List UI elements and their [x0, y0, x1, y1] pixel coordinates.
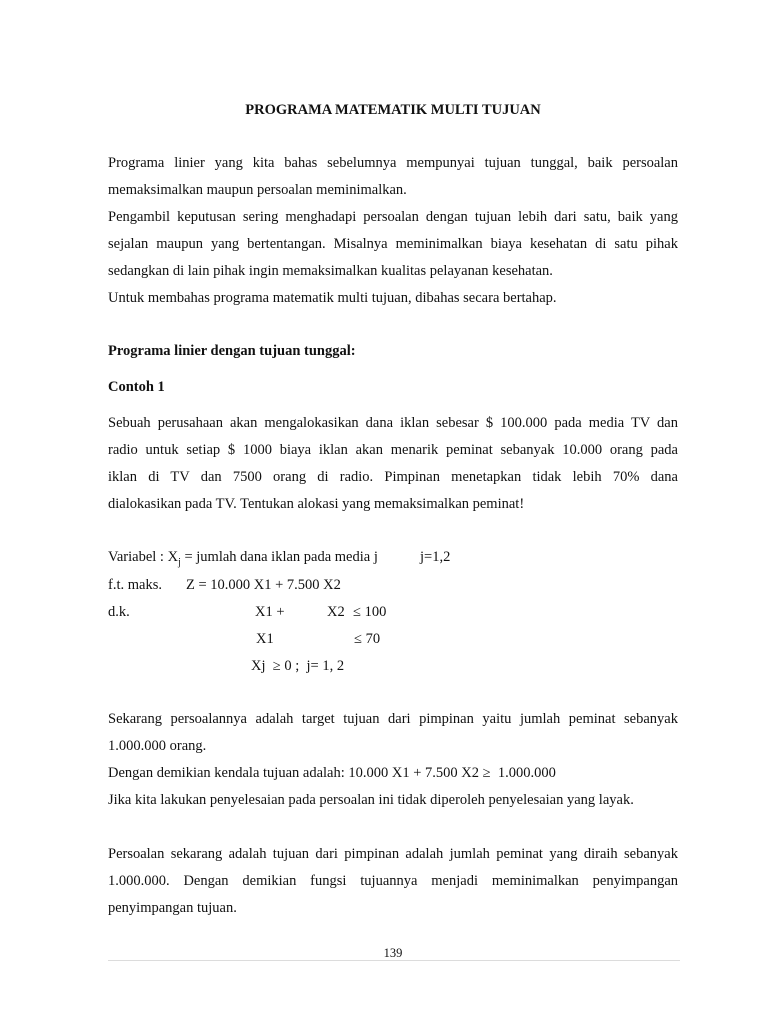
nonnegativity-constraint: Xj ≥ 0 ; j= 1, 2: [251, 658, 345, 674]
target-line-4: Jika kita lakukan penyelesaian pada persoalan ini tidak diperoleh penyelesaian yang layak.: [108, 792, 634, 808]
example-line-1: Sebuah perusahaan akan mengalokasikan dana iklan sebesar $ 100.000 pada media TV dan: [108, 415, 678, 431]
constraint-1-rhs: ≤ 100: [353, 604, 387, 620]
constraint-1-x1: X1 +: [255, 604, 285, 620]
constraint-2-x1: X1: [256, 631, 274, 647]
intro-line-3: Pengambil keputusan sering menghadapi persoalan dengan tujuan lebih dari satu, baik yang: [108, 209, 678, 225]
intro-line-1: Programa linier yang kita bahas sebelumnya mempunyai tujuan tunggal, baik persoalan: [108, 155, 678, 171]
variable-range: j=1,2: [420, 549, 451, 565]
closing-line-3: penyimpangan tujuan.: [108, 900, 237, 916]
page-number: 139: [383, 946, 403, 960]
example-line-4: dialokasikan pada TV. Tentukan alokasi yang memaksimalkan peminat!: [108, 496, 525, 512]
target-line-3: Dengan demikian kendala tujuan adalah: 10.000 X1 + 7.500 X2 ≥ 1.000.000: [108, 765, 556, 781]
constraint-1-x2: X2: [327, 604, 345, 620]
section-heading: Programa linier dengan tujuan tunggal:: [108, 343, 356, 359]
example-heading: Contoh 1: [108, 379, 165, 395]
intro-line-4: sejalan maupun yang bertentangan. Misalnya meminimalkan biaya kesehatan di satu pihak: [108, 236, 678, 252]
intro-line-2: memaksimalkan maupun persoalan meminimalkan.: [108, 182, 407, 198]
example-line-3: iklan di TV dan 7500 orang di radio. Pimpinan menetapkan tidak lebih 70% dana: [108, 469, 678, 485]
constraint-label: d.k.: [108, 604, 130, 620]
variable-definition: Variabel : $X_j$ = jumlah dana iklan pada media j: [108, 549, 378, 568]
closing-line-1: Persoalan sekarang adalah tujuan dari pimpinan adalah jumlah peminat yang diraih sebanyak: [108, 846, 678, 862]
example-line-2: radio untuk setiap $ 1000 biaya iklan akan menarik peminat sebanyak 10.000 orang pada: [108, 442, 678, 458]
closing-line-2: 1.000.000. Dengan demikian fungsi tujuannya menjadi meminimalkan penyimpangan: [108, 873, 678, 889]
target-line-2: 1.000.000 orang.: [108, 738, 207, 754]
constraint-2-rhs: ≤ 70: [354, 631, 381, 647]
intro-line-6: Untuk membahas programa matematik multi tujuan, dibahas secara bertahap.: [108, 290, 557, 306]
target-line-1: Sekarang persoalannya adalah target tujuan dari pimpinan yaitu jumlah peminat sebanyak: [108, 711, 678, 727]
intro-line-5: sedangkan di lain pihak ingin memaksimalkan kualitas pelayanan kesehatan.: [108, 263, 553, 279]
footer-divider: [108, 960, 680, 961]
page-title: PROGRAMA MATEMATIK MULTI TUJUAN: [245, 102, 541, 118]
objective-label: f.t. maks.: [108, 577, 162, 593]
objective-function: Z = 10.000 X1 + 7.500 X2: [186, 577, 341, 593]
